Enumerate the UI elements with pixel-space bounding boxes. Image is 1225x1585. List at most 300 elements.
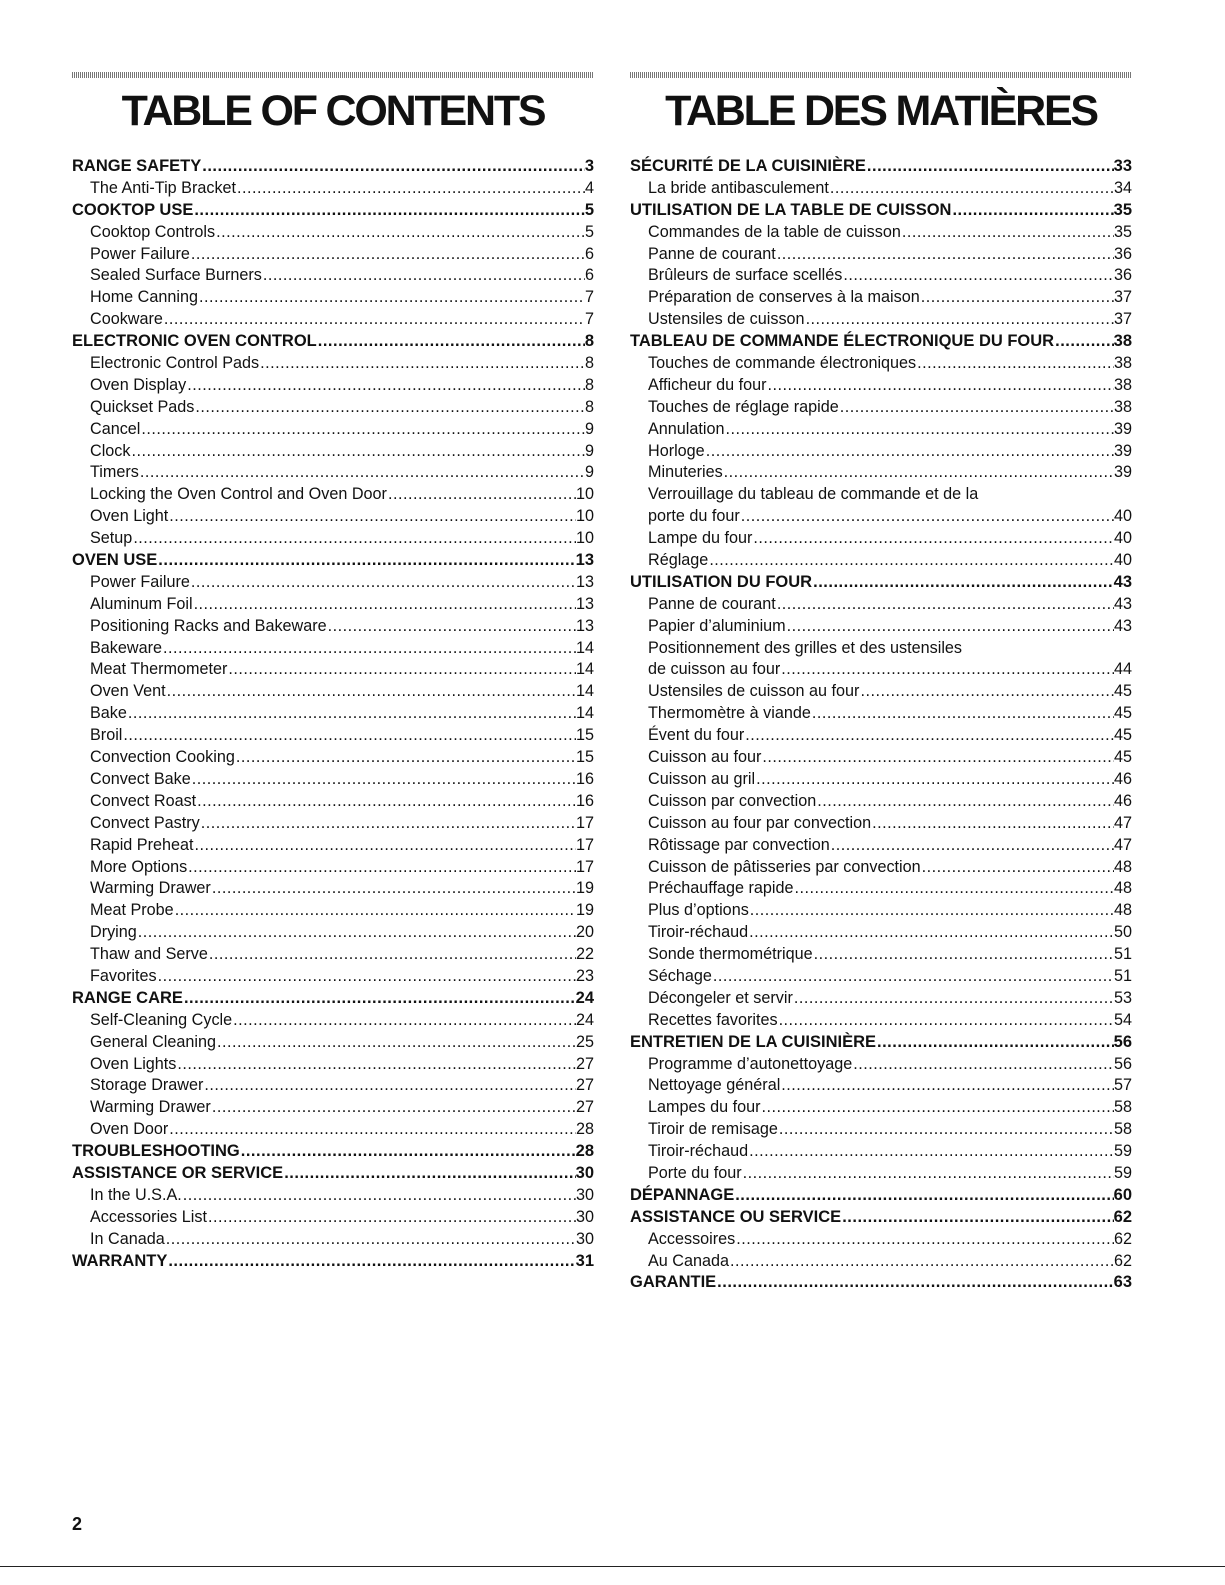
toc-entry-page: 36: [1113, 266, 1132, 285]
toc-section-entry[interactable]: [630, 572, 1132, 594]
toc-entry[interactable]: [630, 178, 1132, 200]
toc-entry[interactable]: [630, 484, 1132, 506]
toc-entry[interactable]: [72, 528, 594, 550]
toc-entry-page: 54: [1113, 1010, 1132, 1029]
dot-leader: [921, 857, 1114, 879]
toc-entry[interactable]: [72, 966, 594, 988]
toc-entry[interactable]: [630, 659, 1132, 681]
toc-entry-label: RANGE SAFETY: [72, 157, 202, 175]
toc-entry-page: 28: [575, 1142, 594, 1161]
toc-entry-page: 13: [575, 594, 594, 613]
toc-entry-page: 16: [575, 769, 594, 788]
toc-entry[interactable]: [72, 769, 594, 791]
toc-section-entry[interactable]: [630, 1207, 1132, 1229]
dot-leader: [776, 594, 1114, 616]
toc-entry[interactable]: [72, 419, 594, 441]
toc-entry-label: Aluminum Foil: [90, 594, 193, 613]
toc-section-entry[interactable]: [630, 200, 1132, 222]
toc-entry-page: 25: [575, 1032, 594, 1051]
toc-section-entry[interactable]: [72, 156, 594, 178]
toc-entry-page: 58: [1113, 1120, 1132, 1139]
toc-entry-page: 10: [575, 507, 594, 526]
dot-leader: [130, 441, 585, 463]
toc-entry[interactable]: [630, 1097, 1132, 1119]
toc-entry-label: Tiroir-réchaud: [648, 1142, 749, 1161]
toc-entry-page: 10: [575, 529, 594, 548]
toc-entry[interactable]: [630, 769, 1132, 791]
toc-entry-label: Warming Drawer: [90, 879, 211, 898]
toc-entry-page: 43: [1113, 594, 1132, 613]
toc-entry-label: ASSISTANCE OU SERVICE: [630, 1207, 842, 1226]
toc-entry[interactable]: [72, 178, 594, 200]
toc-entry-label: Convect Roast: [90, 791, 197, 810]
toc-entry-label: Tiroir-réchaud: [648, 923, 749, 942]
dot-leader: [283, 1163, 575, 1185]
toc-entry-label: Power Failure: [90, 572, 190, 591]
toc-entry[interactable]: [72, 265, 594, 287]
dot-leader: [157, 550, 575, 572]
toc-entry-label: Home Canning: [90, 288, 198, 307]
dot-leader: [811, 703, 1114, 725]
toc-entry[interactable]: [630, 287, 1132, 309]
dot-leader: [211, 878, 576, 900]
toc-entry-label: Positioning Racks and Bakeware: [90, 616, 327, 635]
toc-entry-label: Au Canada: [648, 1251, 730, 1270]
toc-entry-label: Préchauffage rapide: [648, 879, 794, 898]
toc-entry[interactable]: [630, 594, 1132, 616]
toc-entry[interactable]: [72, 857, 594, 879]
toc-entry-page: 8: [584, 375, 594, 394]
dot-leader: [227, 659, 576, 681]
toc-entry-label: Touches de réglage rapide: [648, 397, 839, 416]
toc-entry-label: Tiroir de remisage: [648, 1120, 778, 1139]
toc-entry[interactable]: [630, 1119, 1132, 1141]
toc-entry[interactable]: [630, 725, 1132, 747]
toc-entry-page: 7: [584, 310, 594, 329]
toc-entry-page: 28: [575, 1120, 594, 1139]
dot-leader: [236, 178, 585, 200]
toc-entry[interactable]: [72, 791, 594, 813]
toc-entry-label: Storage Drawer: [90, 1076, 204, 1095]
toc-entry[interactable]: [630, 244, 1132, 266]
toc-entry[interactable]: [630, 462, 1132, 484]
toc-entry[interactable]: [630, 813, 1132, 835]
toc-entry-page: 62: [1113, 1207, 1132, 1226]
toc-entry-page: 15: [575, 726, 594, 745]
toc-entry[interactable]: [72, 1207, 594, 1229]
toc-entry-label: UTILISATION DE LA TABLE DE CUISSON: [630, 200, 952, 219]
toc-entry[interactable]: [630, 878, 1132, 900]
toc-entry[interactable]: [630, 703, 1132, 725]
toc-entry-label: Bakeware: [90, 638, 162, 657]
toc-entry-label: Cookware: [90, 310, 163, 329]
toc-entry[interactable]: [630, 222, 1132, 244]
toc-entry[interactable]: [72, 397, 594, 419]
dot-leader: [830, 835, 1114, 857]
dot-leader: [127, 703, 576, 725]
dot-leader: [859, 681, 1114, 703]
dot-leader: [813, 944, 1114, 966]
toc-entry-label: Thaw and Serve: [90, 945, 208, 964]
toc-entry-page: 48: [1113, 879, 1132, 898]
dot-leader: [778, 1119, 1114, 1141]
toc-entry-label: Préparation de conserves à la maison: [648, 288, 920, 307]
toc-entry[interactable]: [630, 375, 1132, 397]
dot-leader: [190, 244, 585, 266]
dot-leader: [174, 900, 576, 922]
toc-entry[interactable]: [72, 681, 594, 703]
toc-entry[interactable]: [72, 835, 594, 857]
toc-entry[interactable]: [72, 1010, 594, 1032]
toc-entry[interactable]: [72, 484, 594, 506]
toc-entry-page: 14: [575, 660, 594, 679]
dot-leader: [201, 156, 585, 178]
dot-leader: [167, 1251, 575, 1273]
toc-entry[interactable]: [630, 681, 1132, 703]
toc-entry-page: 13: [575, 572, 594, 591]
toc-entry-page: 27: [575, 1098, 594, 1117]
dot-leader: [841, 1207, 1113, 1229]
toc-entry-label: UTILISATION DU FOUR: [630, 572, 813, 591]
toc-entry-page: 17: [575, 813, 594, 832]
toc-entry-page: 13: [575, 551, 594, 570]
toc-entry[interactable]: [72, 922, 594, 944]
toc-entry-label: Timers: [90, 463, 139, 482]
toc-entry-page: 58: [1113, 1098, 1132, 1117]
toc-entry[interactable]: [630, 835, 1132, 857]
toc-entry-label: Afficheur du four: [648, 375, 767, 394]
dot-leader: [780, 659, 1114, 681]
toc-entry[interactable]: [72, 944, 594, 966]
toc-entry-label: Réglage: [648, 551, 709, 570]
toc-entry-page: 39: [1113, 463, 1132, 482]
toc-entry-page: 23: [575, 966, 594, 985]
toc-entry[interactable]: [72, 1229, 594, 1251]
toc-entry-label: In Canada: [90, 1229, 165, 1248]
dot-leader: [216, 1032, 576, 1054]
toc-entry-page: 53: [1113, 988, 1132, 1007]
toc-entry-page: 38: [1113, 397, 1132, 416]
toc-entry-label: Power Failure: [90, 244, 190, 263]
toc-entry-label: Rôtissage par convection: [648, 835, 830, 854]
toc-entry-page: 8: [584, 397, 594, 416]
toc-entry[interactable]: [630, 616, 1132, 638]
toc-entry-label: DÉPANNAGE: [630, 1185, 735, 1204]
toc-section-entry[interactable]: [72, 331, 594, 353]
toc-section-entry[interactable]: [72, 1163, 594, 1185]
dot-leader: [716, 1272, 1113, 1294]
toc-entry-page: 19: [575, 901, 594, 920]
toc-entry[interactable]: [72, 441, 594, 463]
toc-entry[interactable]: [630, 441, 1132, 463]
toc-entry[interactable]: [72, 1097, 594, 1119]
toc-entry[interactable]: [72, 1185, 594, 1207]
toc-entry-label: Convect Pastry: [90, 813, 200, 832]
dot-leader: [725, 419, 1114, 441]
toc-entry[interactable]: [72, 572, 594, 594]
toc-entry-label: Self-Cleaning Cycle: [90, 1010, 233, 1029]
toc-entry-page: 37: [1113, 310, 1132, 329]
toc-entry-label: ELECTRONIC OVEN CONTROL: [72, 332, 317, 351]
toc-entry[interactable]: [72, 1119, 594, 1141]
dot-leader: [740, 506, 1114, 528]
toc-entry-page: 33: [1113, 157, 1132, 175]
top-rule-left: [72, 72, 594, 78]
toc-entry-label: Rapid Preheat: [90, 835, 194, 854]
toc-entry-page: 63: [1113, 1273, 1132, 1292]
toc-entry[interactable]: [630, 309, 1132, 331]
dot-leader: [871, 813, 1114, 835]
toc-entry[interactable]: [72, 638, 594, 660]
toc-entry-page: 43: [1113, 572, 1132, 591]
dot-leader: [901, 222, 1114, 244]
toc-entry[interactable]: [72, 462, 594, 484]
dot-leader: [761, 747, 1114, 769]
dot-leader: [734, 1185, 1113, 1207]
toc-entry[interactable]: [72, 725, 594, 747]
toc-entry[interactable]: [630, 1075, 1132, 1097]
toc-entry[interactable]: [630, 506, 1132, 528]
dot-leader: [182, 1185, 576, 1207]
toc-entry-label: Séchage: [648, 966, 712, 985]
toc-entry-label: Annulation: [648, 419, 725, 438]
toc-entry-label: Drying: [90, 923, 137, 942]
toc-entry-page: 34: [1113, 178, 1132, 197]
dot-leader: [744, 725, 1114, 747]
dot-leader: [920, 287, 1114, 309]
dot-leader: [327, 616, 576, 638]
dot-leader: [187, 857, 576, 879]
toc-entry[interactable]: [72, 813, 594, 835]
toc-entry[interactable]: [72, 616, 594, 638]
toc-entry-label: Panne de courant: [648, 244, 776, 263]
dot-leader: [708, 550, 1114, 572]
toc-entry-label: Horloge: [648, 441, 705, 460]
toc-entry-page: 39: [1113, 441, 1132, 460]
toc-entry-label: Lampe du four: [648, 529, 753, 548]
toc-entry[interactable]: [72, 594, 594, 616]
toc-entry-page: 37: [1113, 288, 1132, 307]
toc-entry[interactable]: [630, 900, 1132, 922]
toc-entry-page: 5: [584, 200, 594, 219]
toc-entry[interactable]: [630, 353, 1132, 375]
toc-entry[interactable]: [72, 309, 594, 331]
dot-leader: [786, 616, 1114, 638]
dot-leader: [163, 309, 585, 331]
toc-entry-label: In the U.S.A.: [90, 1185, 182, 1204]
toc-entry-label: Favorites: [90, 966, 157, 985]
english-title: TABLE OF CONTENTS: [121, 87, 545, 135]
toc-entry[interactable]: [72, 1032, 594, 1054]
toc-entry-label: Sonde thermométrique: [648, 945, 813, 964]
toc-entry-page: 30: [575, 1207, 594, 1226]
toc-entry[interactable]: [630, 1141, 1132, 1163]
toc-entry-page: 57: [1113, 1076, 1132, 1095]
dot-leader: [157, 966, 576, 988]
toc-entry[interactable]: [630, 988, 1132, 1010]
dot-leader: [805, 309, 1114, 331]
dot-leader: [778, 1010, 1114, 1032]
toc-entry-page: 39: [1113, 419, 1132, 438]
dot-leader: [240, 1141, 576, 1163]
bottom-rule: [0, 1566, 1225, 1567]
toc-entry[interactable]: [630, 419, 1132, 441]
dot-leader: [852, 1054, 1114, 1076]
toc-entry-page: 9: [584, 419, 594, 438]
toc-entry-page: 24: [575, 1010, 594, 1029]
toc-entry[interactable]: [630, 922, 1132, 944]
toc-entry-page: 62: [1113, 1229, 1132, 1248]
toc-entry[interactable]: [72, 375, 594, 397]
dot-leader: [742, 1163, 1114, 1185]
toc-entry-label: Thermomètre à viande: [648, 704, 811, 723]
dot-leader: [132, 528, 576, 550]
toc-section-entry[interactable]: [72, 550, 594, 572]
toc-entry[interactable]: [630, 1054, 1132, 1076]
toc-entry[interactable]: [72, 659, 594, 681]
dot-leader: [190, 572, 576, 594]
toc-entry[interactable]: [630, 528, 1132, 550]
toc-entry-label: TROUBLESHOOTING: [72, 1142, 240, 1161]
toc-section-entry[interactable]: [630, 331, 1132, 353]
toc-section-entry[interactable]: [630, 1032, 1132, 1054]
toc-entry[interactable]: [72, 878, 594, 900]
dot-leader: [1054, 331, 1114, 353]
dot-leader: [165, 1229, 576, 1251]
toc-entry[interactable]: [72, 244, 594, 266]
dot-leader: [916, 353, 1114, 375]
dot-leader: [140, 419, 585, 441]
toc-section-entry[interactable]: [72, 1141, 594, 1163]
toc-entry-page: 10: [575, 485, 594, 504]
toc-entry[interactable]: [630, 1251, 1132, 1273]
toc-entry[interactable]: [630, 1229, 1132, 1251]
toc-entry-page: 40: [1113, 507, 1132, 526]
toc-entry[interactable]: [72, 747, 594, 769]
toc-entry-label: COOKTOP USE: [72, 200, 194, 219]
toc-entry-label: Electronic Control Pads: [90, 354, 260, 373]
toc-entry-page: 27: [575, 1054, 594, 1073]
toc-entry[interactable]: [630, 397, 1132, 419]
toc-section-entry[interactable]: [630, 156, 1132, 178]
toc-entry[interactable]: [72, 1075, 594, 1097]
dot-leader: [235, 747, 576, 769]
toc-section-entry[interactable]: [72, 988, 594, 1010]
dot-leader: [812, 572, 1114, 594]
toc-entry-label: Broil: [90, 726, 123, 745]
dot-leader: [387, 484, 576, 506]
toc-section-entry[interactable]: [630, 1272, 1132, 1294]
toc-entry-page: 30: [575, 1185, 594, 1204]
dot-leader: [183, 988, 576, 1010]
toc-entry-label: Cuisson au four: [648, 748, 762, 767]
toc-entry-page: 5: [584, 222, 594, 241]
dot-leader: [866, 156, 1114, 178]
dot-leader: [186, 375, 585, 397]
toc-entry-label: Oven Door: [90, 1120, 169, 1139]
dot-leader: [208, 944, 576, 966]
toc-entry-page: 40: [1113, 529, 1132, 548]
dot-leader: [191, 769, 576, 791]
toc-entry-label: Oven Display: [90, 375, 187, 394]
toc-entry-page: 30: [575, 1229, 594, 1248]
toc-entry-page: 16: [575, 791, 594, 810]
toc-entry[interactable]: [630, 747, 1132, 769]
toc-entry[interactable]: [72, 222, 594, 244]
dot-leader: [262, 265, 585, 287]
toc-entry[interactable]: [630, 550, 1132, 572]
toc-entry-page: 9: [584, 441, 594, 460]
toc-entry[interactable]: [630, 857, 1132, 879]
toc-entry-page: 6: [584, 266, 594, 285]
toc-entry[interactable]: [630, 966, 1132, 988]
toc-entry-label: Accessories List: [90, 1207, 207, 1226]
toc-entry-label: Ustensiles de cuisson: [648, 310, 805, 329]
toc-entry-page: 8: [584, 332, 594, 351]
toc-entry-page: 47: [1113, 835, 1132, 854]
toc-entry[interactable]: [72, 287, 594, 309]
toc-entry-page: 51: [1113, 966, 1132, 985]
toc-entry-page: 38: [1113, 332, 1132, 351]
dot-leader: [748, 922, 1114, 944]
toc-entry-label: RANGE CARE: [72, 988, 183, 1007]
dot-leader: [168, 1119, 576, 1141]
toc-entry-page: 60: [1113, 1185, 1132, 1204]
toc-entry[interactable]: [72, 1054, 594, 1076]
toc-entry-page: 27: [575, 1076, 594, 1095]
toc-entry-label: WARRANTY: [72, 1251, 168, 1270]
toc-entry-label: La bride antibasculement: [648, 178, 829, 197]
toc-entry-label: Programme d’autonettoyage: [648, 1054, 853, 1073]
toc-entry-label: Décongeler et servir: [648, 988, 793, 1007]
toc-entry[interactable]: [630, 638, 1132, 660]
toc-entry-label: Papier d’aluminium: [648, 616, 786, 635]
toc-entry-page: 40: [1113, 551, 1132, 570]
toc-entry[interactable]: [630, 1163, 1132, 1185]
toc-entry-page: 48: [1113, 901, 1132, 920]
toc-entry-label: Ustensiles de cuisson au four: [648, 682, 860, 701]
toc-entry[interactable]: [72, 506, 594, 528]
toc-section-entry[interactable]: [72, 1251, 594, 1273]
dot-leader: [793, 988, 1114, 1010]
toc-entry-label: Sealed Surface Burners: [90, 266, 262, 285]
toc-entry-label: The Anti-Tip Bracket: [90, 178, 237, 197]
toc-entry-page: 6: [584, 244, 594, 263]
dot-leader: [748, 1141, 1114, 1163]
toc-entry-label: Meat Thermometer: [90, 660, 228, 679]
dot-leader: [876, 1032, 1114, 1054]
toc-entry-page: 59: [1113, 1163, 1132, 1182]
dot-leader: [194, 397, 585, 419]
toc-entry[interactable]: [72, 900, 594, 922]
toc-entry-page: 44: [1113, 660, 1132, 679]
toc-section-entry[interactable]: [72, 200, 594, 222]
toc-entry-page: 17: [575, 857, 594, 876]
toc-entry[interactable]: [72, 353, 594, 375]
toc-entry-page: 38: [1113, 375, 1132, 394]
toc-entry-label: Lampes du four: [648, 1098, 761, 1117]
toc-entry-label: Panne de courant: [648, 594, 776, 613]
dot-leader: [705, 441, 1114, 463]
toc-entry[interactable]: [630, 944, 1132, 966]
toc-entry-label: Oven Lights: [90, 1054, 177, 1073]
toc-entry[interactable]: [72, 703, 594, 725]
toc-entry[interactable]: [630, 1010, 1132, 1032]
toc-entry-label: Oven Light: [90, 507, 169, 526]
toc-entry[interactable]: [630, 265, 1132, 287]
toc-entry[interactable]: [630, 791, 1132, 813]
toc-section-entry[interactable]: [630, 1185, 1132, 1207]
